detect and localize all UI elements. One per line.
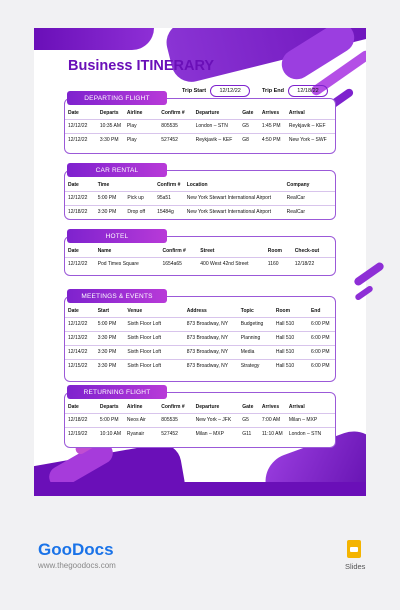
table-cell: Neos Air bbox=[124, 413, 158, 427]
table-cell: 12/18/22 bbox=[292, 257, 335, 271]
table-row bbox=[65, 133, 335, 147]
table-row bbox=[65, 205, 335, 219]
google-slides-icon bbox=[347, 540, 361, 558]
table-cell: 7:00 AM bbox=[259, 413, 286, 427]
table-cell: Drop off bbox=[124, 205, 154, 219]
table-cell: 3:30 PM bbox=[95, 359, 125, 373]
column-header: Venue bbox=[127, 307, 143, 314]
trip-start bbox=[182, 85, 250, 97]
table-cell: Media bbox=[238, 345, 273, 359]
table-cell: Milan – MXP bbox=[193, 427, 240, 441]
table-cell: 5:00 PM bbox=[95, 317, 125, 331]
table-cell: 12/12/22 bbox=[65, 317, 95, 331]
trip-end-value: 12/18/22 bbox=[288, 85, 328, 97]
table-cell: New York Stewart International Airport bbox=[184, 191, 284, 205]
column-header: Name bbox=[97, 247, 112, 254]
table-cell: 1160 bbox=[265, 257, 292, 271]
goodocs-url[interactable]: www.thegoodocs.com bbox=[38, 561, 116, 570]
table-cell: Play bbox=[124, 133, 158, 147]
section-heading: HOTEL bbox=[67, 229, 167, 243]
table-cell: 805535 bbox=[158, 413, 192, 427]
trip-end-label: Trip End bbox=[262, 88, 284, 94]
table-row bbox=[65, 345, 335, 359]
itinerary-page bbox=[34, 28, 366, 496]
column-header: Date bbox=[68, 109, 79, 116]
table-cell: 10:10 AM bbox=[97, 427, 124, 441]
table-cell: 3:30 PM bbox=[95, 331, 125, 345]
table-cell: Sixth Floor Loft bbox=[124, 345, 183, 359]
column-header: Arrival bbox=[288, 109, 305, 116]
table-cell: 12/12/22 bbox=[65, 119, 97, 133]
page-title: Business ITINERARY bbox=[68, 58, 215, 74]
car-table bbox=[65, 179, 335, 219]
table-cell: 873 Broadway, NY bbox=[184, 345, 238, 359]
departing-table bbox=[65, 107, 335, 147]
column-header: Departs bbox=[99, 109, 119, 116]
column-header: Room bbox=[275, 307, 291, 314]
section-heading: RETURNING FLIGHT bbox=[67, 385, 167, 399]
table-cell: Hall 510 bbox=[273, 359, 308, 373]
goodocs-logo[interactable]: GooDocs bbox=[38, 540, 114, 559]
table-cell: G11 bbox=[239, 427, 259, 441]
column-header: Date bbox=[68, 181, 79, 188]
table-cell: 527452 bbox=[158, 133, 192, 147]
column-header: Departure bbox=[195, 403, 220, 410]
table-cell: 6:00 PM bbox=[308, 317, 335, 331]
table-cell: 527452 bbox=[158, 427, 192, 441]
column-header: Gate bbox=[242, 109, 254, 116]
column-header: Gate bbox=[242, 403, 254, 410]
column-header: Departure bbox=[195, 109, 220, 116]
column-header: Arrives bbox=[261, 109, 280, 116]
column-header: Room bbox=[267, 247, 282, 254]
trip-start-value: 12/12/22 bbox=[210, 85, 250, 97]
car-rental-section bbox=[64, 166, 336, 220]
meetings-table bbox=[65, 305, 335, 373]
table-cell: Hall 510 bbox=[273, 317, 308, 331]
table-cell: 3:30 PM bbox=[97, 133, 124, 147]
slides-label: Slides bbox=[345, 562, 366, 571]
table-cell: RealCar bbox=[284, 191, 335, 205]
table-row bbox=[65, 317, 335, 331]
table-cell: Planning bbox=[238, 331, 273, 345]
table-row bbox=[65, 413, 335, 427]
returning-flight-section bbox=[64, 388, 336, 448]
section-heading: DEPARTING FLIGHT bbox=[67, 91, 167, 105]
table-row bbox=[65, 331, 335, 345]
table-cell: Strategy bbox=[238, 359, 273, 373]
table-cell: 12/12/22 bbox=[65, 257, 95, 271]
table-cell: 4:50 PM bbox=[259, 133, 286, 147]
table-cell: 5:00 PM bbox=[95, 191, 125, 205]
table-cell: New York Stewart International Airport bbox=[184, 205, 284, 219]
column-header: Location bbox=[186, 181, 208, 188]
section-heading: CAR RENTAL bbox=[67, 163, 167, 177]
table-cell: Milan – MXP bbox=[286, 413, 335, 427]
table-cell: 11:10 AM bbox=[259, 427, 286, 441]
trip-start-label: Trip Start bbox=[182, 88, 207, 94]
table-cell: 6:00 PM bbox=[308, 331, 335, 345]
column-header: Date bbox=[68, 403, 79, 410]
table-cell: 12/12/22 bbox=[65, 133, 97, 147]
table-cell: London – STN bbox=[193, 119, 240, 133]
table-cell: London – STN bbox=[286, 427, 335, 441]
table-cell: 1654a65 bbox=[159, 257, 197, 271]
table-cell: Sixth Floor Loft bbox=[124, 331, 183, 345]
column-header: Check-out bbox=[294, 247, 320, 254]
column-header: Company bbox=[286, 181, 310, 188]
departing-flight-section bbox=[64, 94, 336, 154]
table-cell: Sixth Floor Loft bbox=[124, 317, 183, 331]
hotel-section bbox=[64, 232, 336, 276]
column-header: Time bbox=[97, 181, 110, 188]
table-cell: 1:45 PM bbox=[259, 119, 286, 133]
decor-shape bbox=[34, 482, 366, 496]
table-cell: 6:00 PM bbox=[308, 359, 335, 373]
table-cell: 12/18/22 bbox=[65, 205, 95, 219]
column-header: Confirm # bbox=[157, 181, 181, 188]
table-cell: New York – JFK bbox=[193, 413, 240, 427]
table-cell: 873 Broadway, NY bbox=[184, 317, 238, 331]
table-cell: Sixth Floor Loft bbox=[124, 359, 183, 373]
table-cell: 95a51 bbox=[154, 191, 184, 205]
table-cell: New York – SWF bbox=[286, 133, 335, 147]
table-cell: 12/19/22 bbox=[65, 427, 97, 441]
table-row bbox=[65, 359, 335, 373]
column-header: Confirm # bbox=[162, 247, 186, 254]
table-cell: G8 bbox=[239, 133, 259, 147]
decor-shape bbox=[34, 28, 154, 50]
table-cell: 10:35 AM bbox=[97, 119, 124, 133]
section-heading: MEETINGS & EVENTS bbox=[67, 289, 167, 303]
column-header: Confirm # bbox=[161, 109, 185, 116]
column-header: Date bbox=[68, 307, 79, 314]
table-cell: 15484g bbox=[154, 205, 184, 219]
column-header: Date bbox=[68, 247, 79, 254]
table-cell: Budgeting bbox=[238, 317, 273, 331]
table-cell: Hall 510 bbox=[273, 331, 308, 345]
table-cell: Pick up bbox=[124, 191, 154, 205]
trip-end bbox=[262, 85, 328, 97]
table-row bbox=[65, 427, 335, 441]
table-cell: Play bbox=[124, 119, 158, 133]
column-header: Start bbox=[97, 307, 110, 314]
table-cell: 12/18/22 bbox=[65, 413, 97, 427]
table-cell: 12/13/22 bbox=[65, 331, 95, 345]
table-cell: Pod Times Square bbox=[95, 257, 160, 271]
returning-table bbox=[65, 401, 335, 441]
table-cell: 400 West 42nd Street bbox=[197, 257, 265, 271]
table-cell: 12/12/22 bbox=[65, 191, 95, 205]
table-cell: G5 bbox=[239, 413, 259, 427]
table-cell: Hall 510 bbox=[273, 345, 308, 359]
column-header: End bbox=[310, 307, 321, 314]
column-header: Arrives bbox=[261, 403, 280, 410]
table-cell: 805535 bbox=[158, 119, 192, 133]
table-row bbox=[65, 257, 335, 271]
column-header bbox=[124, 179, 154, 191]
hotel-table bbox=[65, 245, 335, 271]
meetings-section bbox=[64, 292, 336, 382]
table-cell: 873 Broadway, NY bbox=[184, 331, 238, 345]
column-header: Address bbox=[186, 307, 207, 314]
table-cell: 12/15/22 bbox=[65, 359, 95, 373]
column-header: Departs bbox=[99, 403, 119, 410]
column-header: Airline bbox=[126, 109, 143, 116]
table-row bbox=[65, 191, 335, 205]
table-row bbox=[65, 119, 335, 133]
column-header: Street bbox=[200, 247, 215, 254]
table-cell: G5 bbox=[239, 119, 259, 133]
column-header: Topic bbox=[240, 307, 254, 314]
column-header: Airline bbox=[126, 403, 143, 410]
table-cell: 873 Broadway, NY bbox=[184, 359, 238, 373]
table-cell: Reykjavik – KEF bbox=[193, 133, 240, 147]
table-cell: 3:30 PM bbox=[95, 345, 125, 359]
table-cell: 5:00 PM bbox=[97, 413, 124, 427]
table-cell: 6:00 PM bbox=[308, 345, 335, 359]
table-cell: 3:30 PM bbox=[95, 205, 125, 219]
table-cell: 12/14/22 bbox=[65, 345, 95, 359]
table-cell: Ryanair bbox=[124, 427, 158, 441]
column-header: Confirm # bbox=[161, 403, 185, 410]
column-header: Arrival bbox=[288, 403, 305, 410]
table-cell: Reykjavik – KEF bbox=[286, 119, 335, 133]
table-cell: RealCar bbox=[284, 205, 335, 219]
